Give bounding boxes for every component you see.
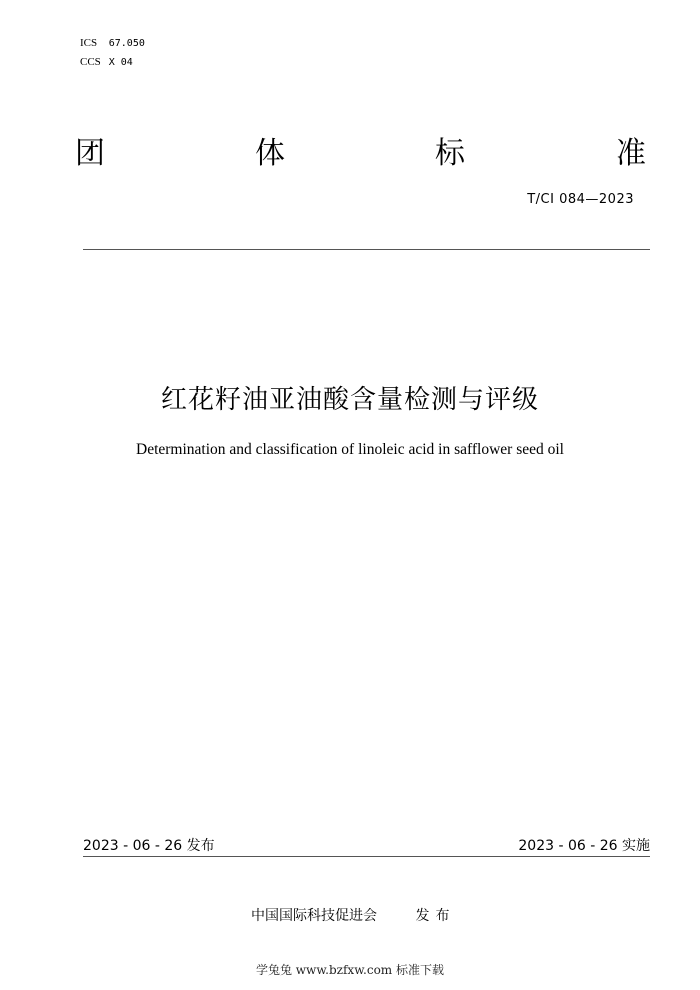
ics-value: 67.050 bbox=[108, 38, 145, 49]
standard-type-char-4: 准 bbox=[616, 136, 646, 171]
ics-row bbox=[80, 34, 145, 53]
issuer-action: 发布 bbox=[415, 908, 456, 924]
ccs-value: X 04 bbox=[108, 57, 133, 68]
standard-type-heading bbox=[75, 136, 650, 172]
top-divider bbox=[83, 249, 650, 250]
title-english: Determination and classification of linoleic acid in safflower seed oil bbox=[136, 441, 564, 458]
classification-codes bbox=[80, 34, 145, 72]
ccs-row bbox=[80, 53, 145, 72]
issuer-organization: 中国国际科技促进会 bbox=[251, 908, 377, 924]
ics-label: ICS bbox=[80, 37, 98, 49]
title-chinese: 红花籽油亚油酸含量检测与评级 bbox=[160, 385, 539, 415]
standard-type-char-3: 标 bbox=[435, 136, 465, 171]
standard-type-char-2: 体 bbox=[255, 136, 285, 171]
implement-date: 2023 - 06 - 26 实施 bbox=[518, 838, 650, 854]
bottom-divider bbox=[83, 856, 650, 857]
standard-type-char-1: 团 bbox=[75, 136, 105, 171]
footer-watermark: 学兔兔 www.bzfxw.com 标准下载 bbox=[255, 963, 445, 977]
standard-number: T/CI 084—2023 bbox=[527, 192, 634, 207]
publish-date: 2023 - 06 - 26 发布 bbox=[83, 838, 215, 854]
issuer-line bbox=[251, 905, 455, 925]
ccs-label: CCS bbox=[80, 56, 101, 68]
